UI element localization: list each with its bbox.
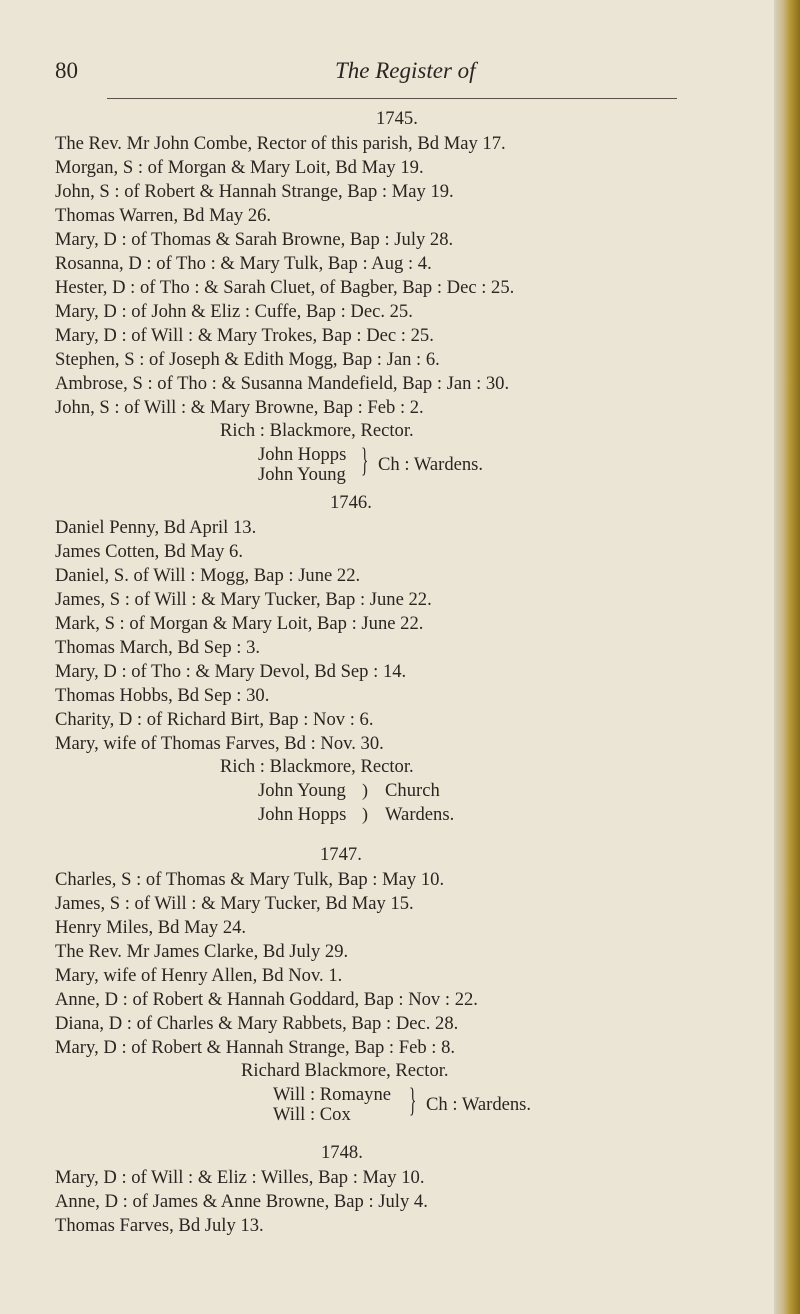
wardens-label: Ch : Wardens. (426, 1094, 532, 1115)
register-entry: Ambrose, S : of Tho : & Susanna Mandefield, Bap : Jan : 30. (55, 373, 510, 394)
year-heading-1745: 1745. (376, 108, 418, 129)
bracket-bottom-icon: ) (362, 804, 368, 824)
register-entry: Mary, D : of Robert & Hannah Strange, Bap : Feb : 8. (55, 1037, 456, 1058)
register-entry: Daniel, S. of Will : Mogg, Bap : June 22. (55, 565, 361, 586)
register-entry: Mary, D : of John & Eliz : Cuffe, Bap : Dec. 25. (55, 301, 413, 322)
register-entry: The Rev. Mr John Combe, Rector of this parish, Bd May 17. (55, 133, 506, 154)
register-entry: Thomas Farves, Bd July 13. (55, 1215, 264, 1236)
register-entry: James, S : of Will : & Mary Tucker, Bap : June 22. (55, 589, 432, 610)
register-entry: Mary, D : of Will : & Eliz : Willes, Bap : May 10. (55, 1167, 425, 1188)
register-entry: Mark, S : of Morgan & Mary Loit, Bap : June 22. (55, 613, 424, 634)
register-entry: Charles, S : of Thomas & Mary Tulk, Bap : May 10. (55, 869, 445, 890)
register-entry: James, S : of Will : & Mary Tucker, Bd May 15. (55, 893, 414, 914)
register-entry: Mary, D : of Thomas & Sarah Browne, Bap : July 28. (55, 229, 454, 250)
rector-signature: Richard Blackmore, Rector. (241, 1060, 449, 1081)
register-entry: Thomas Warren, Bd May 26. (55, 205, 272, 226)
register-entry: Mary, D : of Will : & Mary Trokes, Bap : Dec : 25. (55, 325, 434, 346)
page-number: 80 (55, 58, 78, 83)
warden-name: John Young (258, 464, 346, 485)
year-heading-1748: 1748. (321, 1142, 363, 1163)
bracket-top-icon: ) (362, 780, 368, 800)
register-entry: Thomas March, Bd Sep : 3. (55, 637, 261, 658)
register-entry: Hester, D : of Tho : & Sarah Cluet, of Bagber, Bap : Dec : 25. (55, 277, 515, 298)
register-entry: Rosanna, D : of Tho : & Mary Tulk, Bap : Aug : 4. (55, 253, 432, 274)
page-header (0, 58, 790, 98)
header-rule (107, 98, 677, 99)
wardens-label-church: Church (385, 780, 440, 801)
rector-signature: Rich : Blackmore, Rector. (220, 756, 414, 777)
page-edge (774, 0, 800, 1314)
brace-icon: } (361, 442, 369, 479)
register-entry: Mary, wife of Henry Allen, Bd Nov. 1. (55, 965, 343, 986)
register-entry: John, S : of Will : & Mary Browne, Bap : Feb : 2. (55, 397, 424, 418)
brace-icon: } (409, 1082, 417, 1119)
register-entry: Daniel Penny, Bd April 13. (55, 517, 257, 538)
running-title: The Register of (335, 58, 476, 83)
register-entry: Mary, D : of Tho : & Mary Devol, Bd Sep : 14. (55, 661, 407, 682)
register-entry: Charity, D : of Richard Birt, Bap : Nov : 6. (55, 709, 374, 730)
register-entry: James Cotten, Bd May 6. (55, 541, 243, 562)
warden-name: Will : Cox (273, 1104, 351, 1125)
warden-name: Will : Romayne (273, 1084, 392, 1105)
warden-name: John Hopps (258, 444, 347, 465)
wardens-label-wardens: Wardens. (385, 804, 455, 825)
register-entry: Thomas Hobbs, Bd Sep : 30. (55, 685, 270, 706)
rector-signature: Rich : Blackmore, Rector. (220, 420, 414, 441)
register-entry: Henry Miles, Bd May 24. (55, 917, 247, 938)
register-entry: Stephen, S : of Joseph & Edith Mogg, Bap : Jan : 6. (55, 349, 440, 370)
register-entry: Mary, wife of Thomas Farves, Bd : Nov. 30. (55, 733, 384, 754)
register-entry: Anne, D : of James & Anne Browne, Bap : July 4. (55, 1191, 428, 1212)
register-entry: John, S : of Robert & Hannah Strange, Bap : May 19. (55, 181, 454, 202)
year-heading-1746: 1746. (330, 492, 372, 513)
register-entry: The Rev. Mr James Clarke, Bd July 29. (55, 941, 349, 962)
year-heading-1747: 1747. (320, 844, 362, 865)
wardens-label: Ch : Wardens. (378, 454, 484, 475)
register-entry: Anne, D : of Robert & Hannah Goddard, Bap : Nov : 22. (55, 989, 478, 1010)
warden-name: John Hopps (258, 804, 347, 825)
register-entry: Diana, D : of Charles & Mary Rabbets, Bap : Dec. 28. (55, 1013, 459, 1034)
register-entry: Morgan, S : of Morgan & Mary Loit, Bd May 19. (55, 157, 424, 178)
warden-name: John Young (258, 780, 346, 801)
